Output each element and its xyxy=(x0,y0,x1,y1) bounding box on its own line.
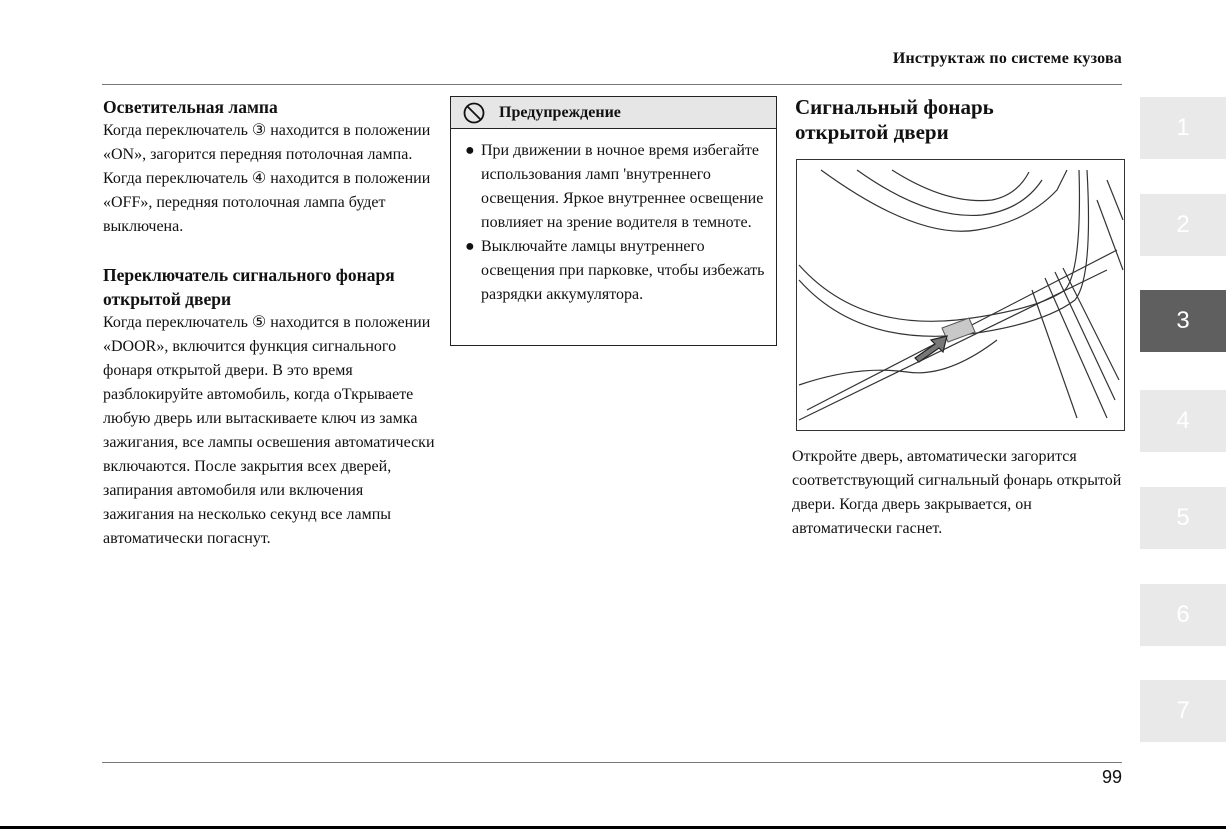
bullet-icon: ● xyxy=(465,142,475,159)
warning-item xyxy=(465,235,766,307)
prohibited-icon xyxy=(463,102,485,124)
footer-divider xyxy=(102,762,1122,763)
warning-item-text: Выключайте ламцы внутреннего освещения при парковке, чтобы избежать разрядки аккумулятора. xyxy=(481,238,765,303)
warning-header xyxy=(451,97,776,129)
chapter-tab-7[interactable]: 7 xyxy=(1140,680,1226,742)
left-column xyxy=(103,95,438,551)
chapter-tab-6[interactable]: 6 xyxy=(1140,584,1226,646)
warning-item-text: При движении в ночное время избегайте использования ламп 'внутреннего освещения. Яркое внутреннее освещение повлияет на зрение водителя в темноте. xyxy=(481,142,764,231)
header-divider xyxy=(102,84,1122,85)
chapter-tab-1[interactable]: 1 xyxy=(1140,97,1226,159)
door-lamp-caption: Откройте дверь, автоматически загорится соответствующий сигнальный фонарь открытой двери. Когда дверь закрывается, он автоматически гаснет. xyxy=(792,448,1122,537)
paragraph-lamp-on: Когда переключатель ③ находится в положении «ON», загорится передняя потолочная лампа. xyxy=(103,122,431,163)
door-lamp-title xyxy=(795,95,1125,145)
chapter-tab-2[interactable]: 2 xyxy=(1140,194,1226,256)
section-title: Инструктаж по системе кузова xyxy=(892,50,1122,67)
door-lamp-title-line2: открытой двери xyxy=(795,120,949,144)
warning-item xyxy=(465,139,766,235)
warning-title: Предупреждение xyxy=(499,103,621,121)
door-sill-drawing xyxy=(797,160,1125,431)
page-number: 99 xyxy=(1101,767,1122,787)
warning-box xyxy=(450,96,777,346)
heading-door-switch: Переключатель сигнального фонаря открытой двери xyxy=(103,265,395,309)
door-lamp-illustration xyxy=(796,159,1125,431)
bullet-icon: ● xyxy=(465,238,475,255)
paragraph-door-switch: Когда переключатель ⑤ находится в положении «DOOR», включится функция сигнального фонаря открытой двери. В это время разблокируйте автомобиль, когда оТкрываете любую дверь или вытаскиваете ключ из замка зажигания, все лампы освешения автоматически включаются. После закрытия всех дверей, запирания автомобиля или включения зажигания на несколько секунд все лампы автоматически погаснут. xyxy=(103,314,435,547)
heading-lamp: Осветительная лампа xyxy=(103,97,278,117)
door-lamp-title-line1: Сигнальный фонарь xyxy=(795,95,994,119)
chapter-tab-3[interactable]: 3 xyxy=(1140,290,1226,352)
paragraph-lamp-off: Когда переключатель ④ находится в положении «OFF», передняя потолочная лампа будет выключена. xyxy=(103,170,431,235)
chapter-tab-5[interactable]: 5 xyxy=(1140,487,1226,549)
chapter-tab-4[interactable]: 4 xyxy=(1140,390,1226,452)
